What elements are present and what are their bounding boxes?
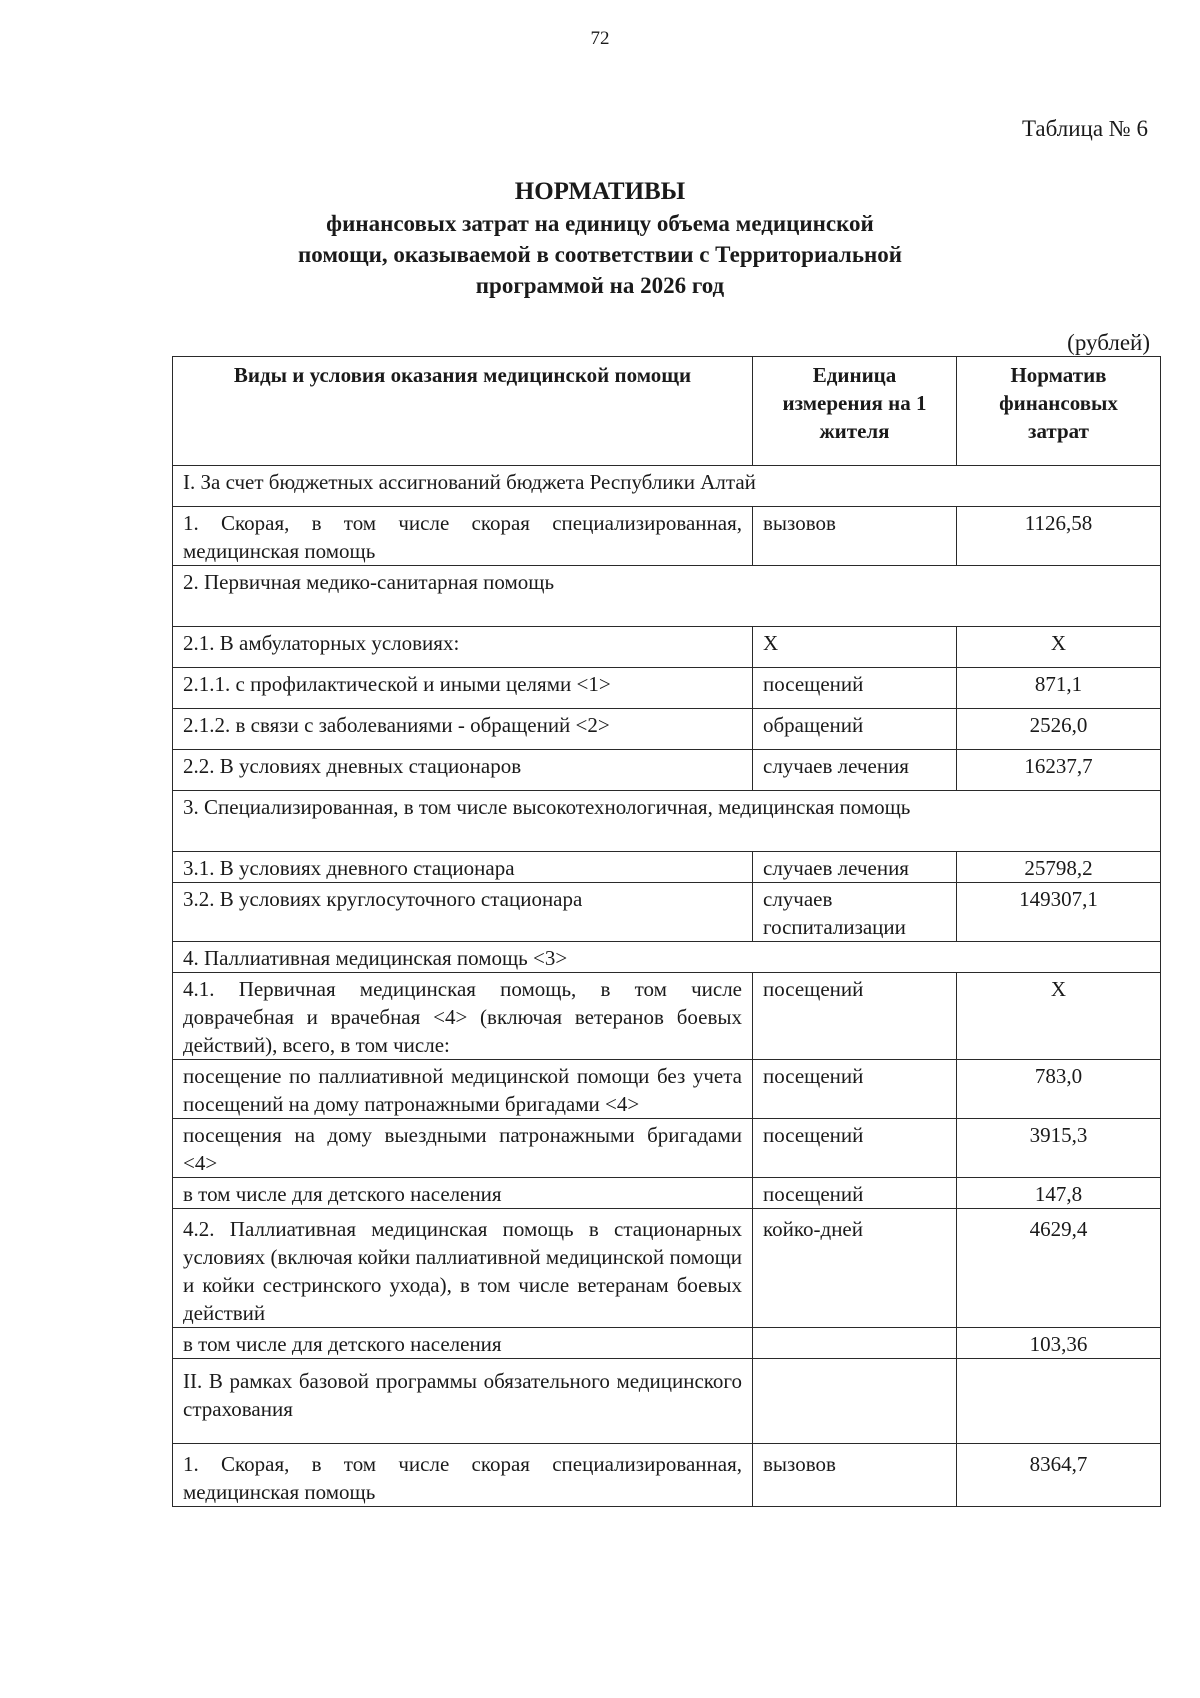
row-name: 4.1. Первичная медицинская помощь, в том числе доврачебная и врачебная <4> (включая ветеранов боевых действий), всего, в том числе: bbox=[173, 973, 753, 1060]
section-row bbox=[173, 566, 1161, 627]
row-name: 3.1. В условиях дневного стационара bbox=[173, 852, 753, 883]
row-value: 783,0 bbox=[957, 1060, 1161, 1119]
row-unit: посещений bbox=[753, 1178, 957, 1209]
row-unit: посещений bbox=[753, 1119, 957, 1178]
row-value: 25798,2 bbox=[957, 852, 1161, 883]
row-unit: случаев госпитализации bbox=[753, 883, 957, 942]
row-name: посещение по паллиативной медицинской помощи без учета посещений на дому патронажными бригадами <4> bbox=[173, 1060, 753, 1119]
table-row bbox=[173, 627, 1161, 668]
row-value: Х bbox=[957, 973, 1161, 1060]
section-title: 3. Специализированная, в том числе высокотехнологичная, медицинская помощь bbox=[173, 791, 1161, 852]
table-row bbox=[173, 750, 1161, 791]
table-row bbox=[173, 1060, 1161, 1119]
section-row bbox=[173, 466, 1161, 507]
row-value-empty bbox=[957, 1359, 1161, 1444]
row-name: 2.1.2. в связи с заболеваниями - обращений <2> bbox=[173, 709, 753, 750]
row-unit: койко-дней bbox=[753, 1209, 957, 1328]
row-value: 3915,3 bbox=[957, 1119, 1161, 1178]
row-name: 1. Скорая, в том числе скорая специализированная, медицинская помощь bbox=[173, 507, 753, 566]
table-row bbox=[173, 1444, 1161, 1507]
section-row bbox=[173, 791, 1161, 852]
row-value: 4629,4 bbox=[957, 1209, 1161, 1328]
row-name: в том числе для детского населения bbox=[173, 1328, 753, 1359]
row-unit: вызовов bbox=[753, 1444, 957, 1507]
table-row bbox=[173, 507, 1161, 566]
norms-table bbox=[172, 356, 1161, 1507]
row-name: 2.1. В амбулаторных условиях: bbox=[173, 627, 753, 668]
title-line-3: программой на 2026 год bbox=[475, 273, 725, 298]
section-title: 4. Паллиативная медицинская помощь <3> bbox=[173, 942, 1161, 973]
row-unit: посещений bbox=[753, 973, 957, 1060]
table-row bbox=[173, 973, 1161, 1060]
row-value: 147,8 bbox=[957, 1178, 1161, 1209]
table-row bbox=[173, 1119, 1161, 1178]
row-unit: обращений bbox=[753, 709, 957, 750]
row-name: посещения на дому выездными патронажными бригадами <4> bbox=[173, 1119, 753, 1178]
row-name: 2.1.1. с профилактической и иными целями <1> bbox=[173, 668, 753, 709]
row-value: 149307,1 bbox=[957, 883, 1161, 942]
section-row bbox=[173, 942, 1161, 973]
row-unit: посещений bbox=[753, 668, 957, 709]
row-unit: вызовов bbox=[753, 507, 957, 566]
row-unit: случаев лечения bbox=[753, 852, 957, 883]
table-row bbox=[173, 709, 1161, 750]
table-label: Таблица № 6 bbox=[1021, 116, 1148, 141]
row-name: 3.2. В условиях круглосуточного стационара bbox=[173, 883, 753, 942]
row-value: 1126,58 bbox=[957, 507, 1161, 566]
row-name: 1. Скорая, в том числе скорая специализированная, медицинская помощь bbox=[173, 1444, 753, 1507]
row-value: 2526,0 bbox=[957, 709, 1161, 750]
row-name: 2.2. В условиях дневных стационаров bbox=[173, 750, 753, 791]
row-unit: посещений bbox=[753, 1060, 957, 1119]
table-row bbox=[173, 883, 1161, 942]
section-title: II. В рамках базовой программы обязательного медицинского страхования bbox=[173, 1359, 753, 1444]
header-norm: Норматив финансовых затрат bbox=[957, 357, 1161, 466]
row-value: 871,1 bbox=[957, 668, 1161, 709]
row-value: 16237,7 bbox=[957, 750, 1161, 791]
page-number: 72 bbox=[590, 28, 610, 49]
row-value: 8364,7 bbox=[957, 1444, 1161, 1507]
title-line-2: помощи, оказываемой в соответствии с Территориальной bbox=[298, 242, 902, 267]
header-types: Виды и условия оказания медицинской помощи bbox=[173, 357, 753, 466]
table-row bbox=[173, 1328, 1161, 1359]
row-name: 4.2. Паллиативная медицинская помощь в стационарных условиях (включая койки паллиативной медицинской помощи и койки сестринского ухода), в том числе ветеранам боевых действий bbox=[173, 1209, 753, 1328]
row-value: Х bbox=[957, 627, 1161, 668]
title-main: НОРМАТИВЫ bbox=[514, 178, 686, 205]
title-line-1: финансовых затрат на единицу объема медицинской bbox=[326, 211, 874, 236]
table-row bbox=[173, 1209, 1161, 1328]
table-header-row bbox=[173, 357, 1161, 466]
table-row bbox=[173, 852, 1161, 883]
header-unit: Единица измерения на 1 жителя bbox=[753, 357, 957, 466]
section-title: I. За счет бюджетных ассигнований бюджета Республики Алтай bbox=[173, 466, 1161, 507]
row-unit-empty bbox=[753, 1359, 957, 1444]
row-name: в том числе для детского населения bbox=[173, 1178, 753, 1209]
units-label: (рублей) bbox=[1067, 330, 1150, 355]
document-title bbox=[0, 176, 1200, 301]
row-unit: Х bbox=[753, 627, 957, 668]
table-row bbox=[173, 1178, 1161, 1209]
section-title: 2. Первичная медико-санитарная помощь bbox=[173, 566, 1161, 627]
table-row bbox=[173, 668, 1161, 709]
row-value: 103,36 bbox=[957, 1328, 1161, 1359]
row-unit bbox=[753, 1328, 957, 1359]
row-unit: случаев лечения bbox=[753, 750, 957, 791]
section-row bbox=[173, 1359, 1161, 1444]
